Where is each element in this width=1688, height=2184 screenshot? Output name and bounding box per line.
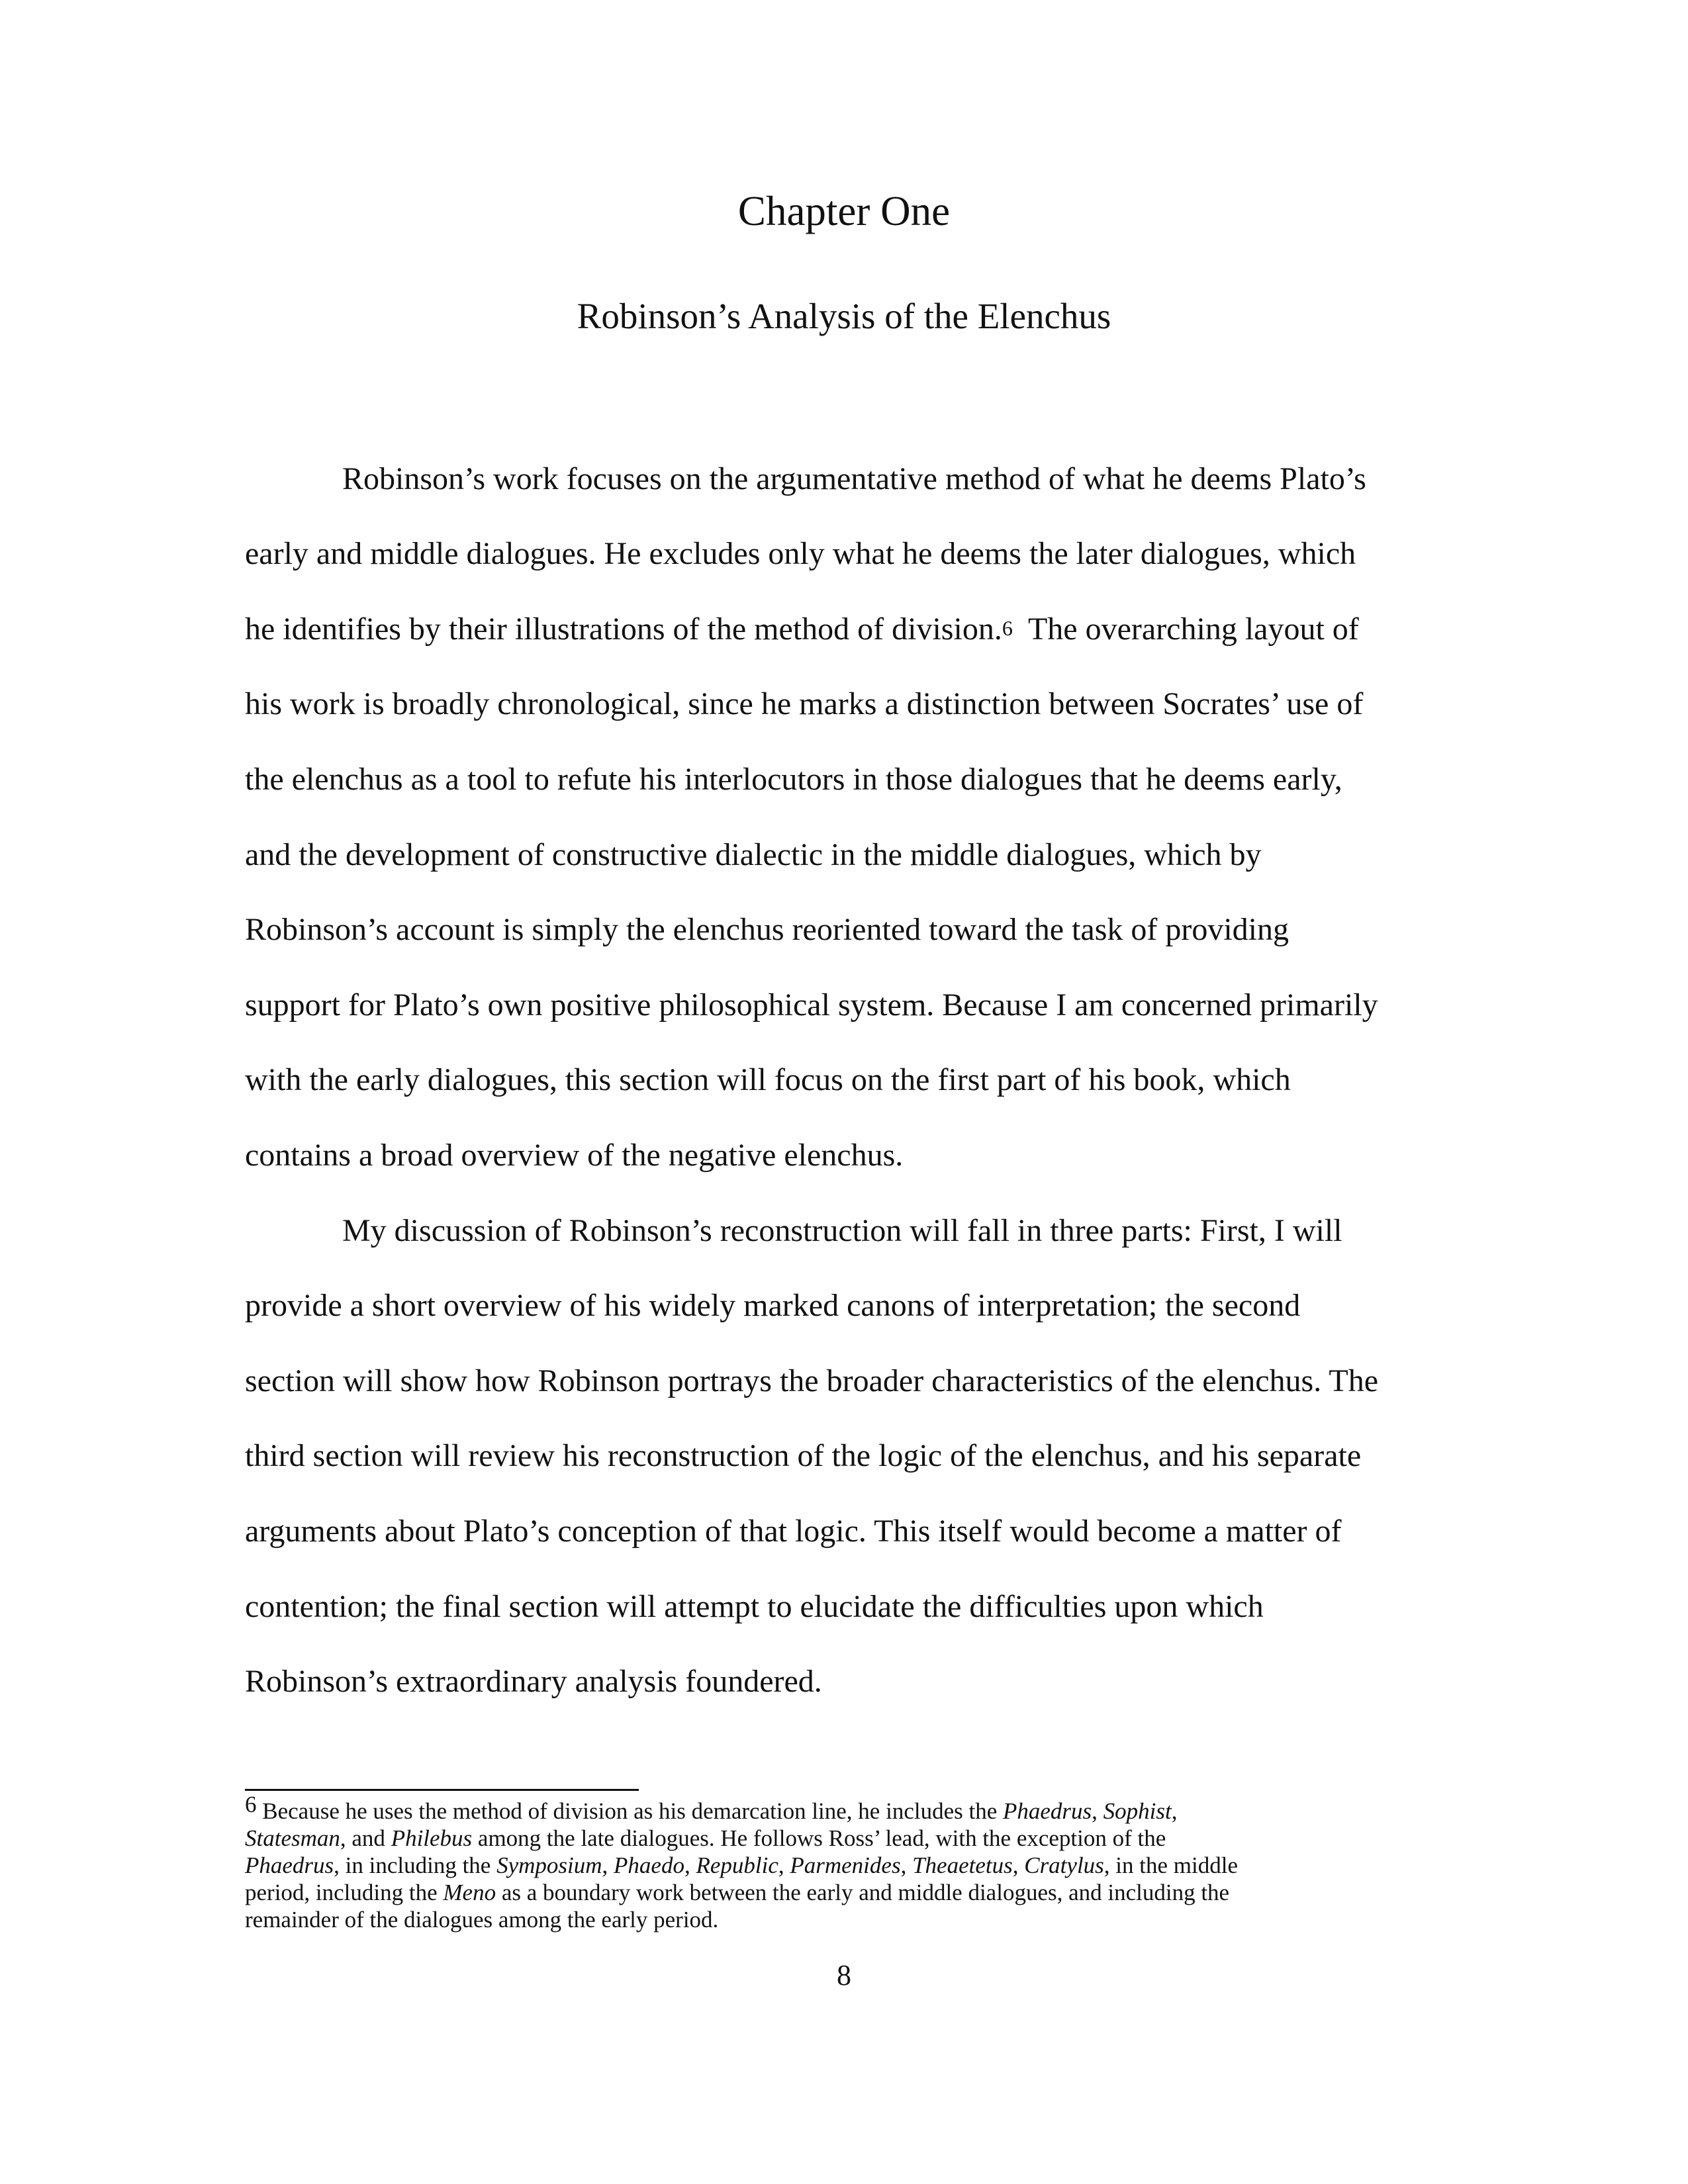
footnote-line: Phaedrus, in including the Symposium, Phaedo, Republic, Parmenides, Theaetetus, Cratylus, in the middle xyxy=(245,1852,1238,1878)
body-line: contention; the final section will attempt to elucidate the difficulties upon which xyxy=(245,1589,1264,1624)
footnote-separator xyxy=(245,1789,639,1791)
body-line: third section will review his reconstruction of the logic of the elenchus, and his separate xyxy=(245,1438,1362,1473)
body-line: with the early dialogues, this section will focus on the first part of his book, which xyxy=(245,1062,1291,1097)
body-line-text: he identifies by their illustrations of the method of division. xyxy=(245,612,1002,647)
chapter-subtitle: Robinson’s Analysis of the Elenchus xyxy=(577,296,1111,336)
body-line: section will show how Robinson portrays the broader characteristics of the elenchus. The xyxy=(245,1363,1378,1398)
body-line: and the development of constructive dialectic in the middle dialogues, which by xyxy=(245,837,1262,872)
body-line: provide a short overview of his widely marked canons of interpretation; the second xyxy=(245,1288,1301,1323)
footnote-number: 6 xyxy=(245,1792,257,1817)
footnote xyxy=(245,1792,1430,1933)
body-line: arguments about Plato’s conception of that logic. This itself would become a matter of xyxy=(245,1514,1342,1549)
footnote-line: period, including the Meno as a boundary work between the early and middle dialogues, and including the xyxy=(245,1880,1230,1905)
footnote-reference[interactable]: 6 xyxy=(1002,616,1013,640)
body-line: contains a broad overview of the negative elenchus. xyxy=(245,1138,904,1173)
footnote-line: remainder of the dialogues among the early period. xyxy=(245,1907,719,1933)
chapter-title: Chapter One xyxy=(737,188,951,234)
body-line xyxy=(245,614,1359,645)
page-number: 8 xyxy=(837,1959,851,1991)
body-line: early and middle dialogues. He excludes only what he deems the later dialogues, which xyxy=(245,536,1356,571)
body-line: Robinson’s work focuses on the argumentative method of what he deems Plato’s xyxy=(342,461,1366,496)
body-line: Robinson’s account is simply the elenchus reoriented toward the task of providing xyxy=(245,912,1289,947)
footnote-line: 6 Because he uses the method of division as his demarcation line, he includes the Phaedrus, Sophist, xyxy=(245,1792,1178,1824)
body-line: the elenchus as a tool to refute his interlocutors in those dialogues that he deems early, xyxy=(245,762,1342,797)
body-line: support for Plato’s own positive philosophical system. Because I am concerned primarily xyxy=(245,987,1378,1023)
body-line-text: The overarching layout of xyxy=(1027,612,1359,647)
body-line: Robinson’s extraordinary analysis foundered. xyxy=(245,1664,822,1699)
footnote-line: Statesman, and Philebus among the late dialogues. He follows Ross’ lead, with the exception of the xyxy=(245,1825,1166,1851)
body-line: My discussion of Robinson’s reconstruction will fall in three parts: First, I will xyxy=(342,1213,1342,1248)
body-line: his work is broadly chronological, since he marks a distinction between Socrates’ use of xyxy=(245,686,1364,721)
